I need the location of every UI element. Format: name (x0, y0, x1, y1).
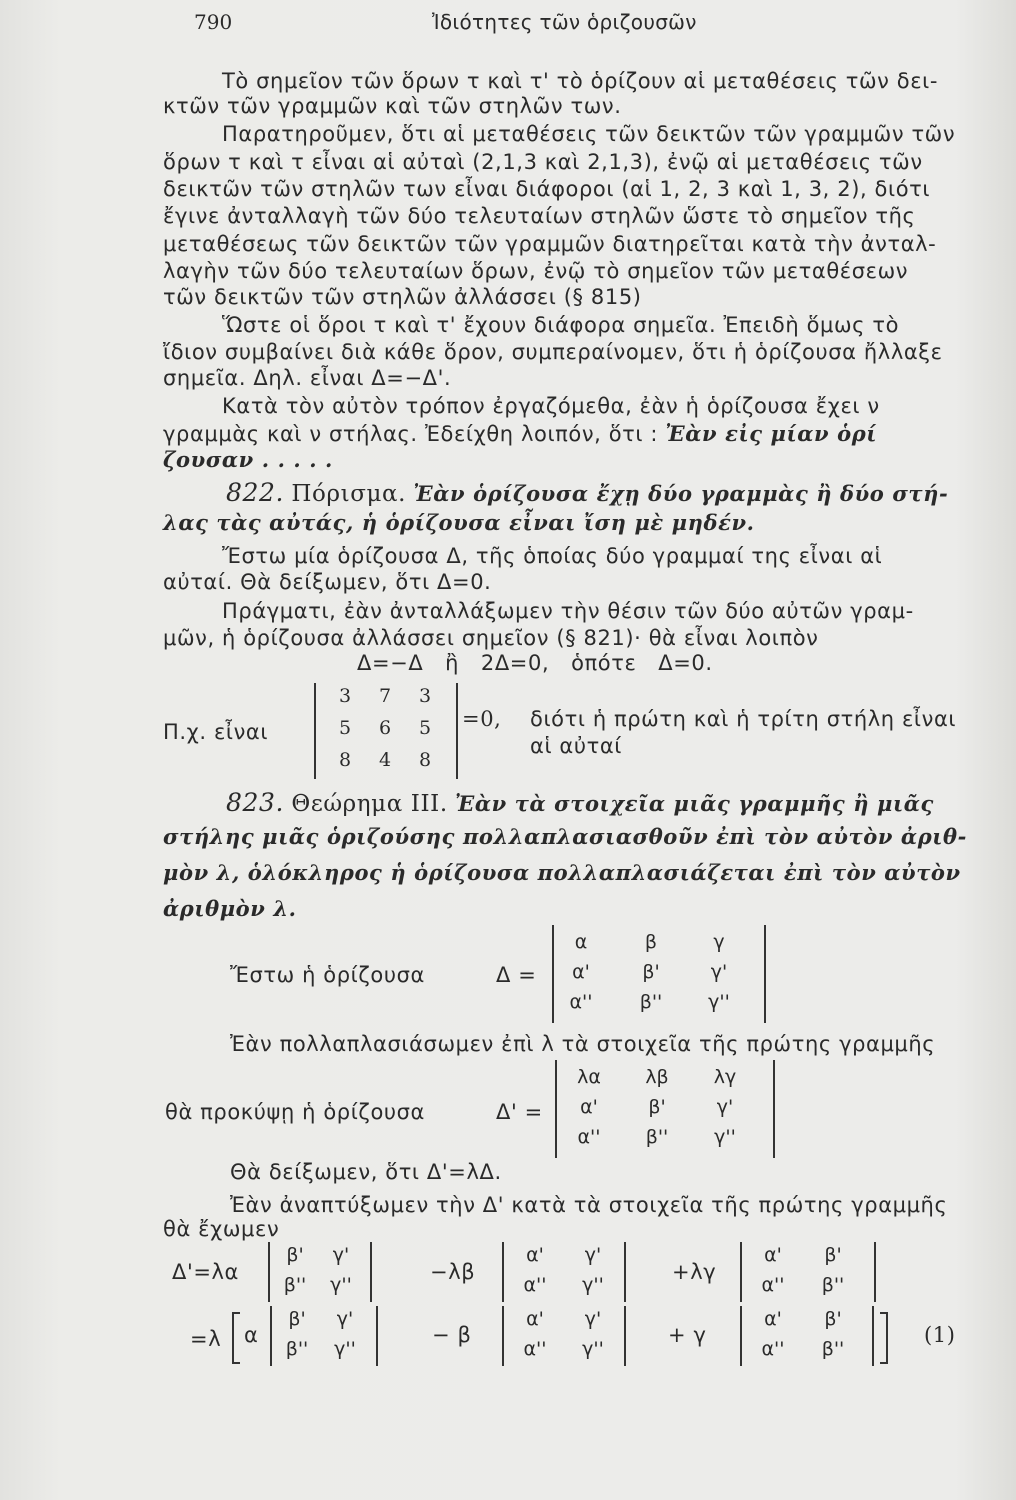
text-line: ὅρων τ καὶ τ εἶναι αἱ αὐταὶ (2,1,3 καὶ 2,1,3), ἐνῷ αἱ μεταθέσεις τῶν (163, 150, 923, 174)
matrix-cell: 5 (338, 717, 352, 739)
matrix-cell: α' (572, 961, 590, 983)
expansion-term: −λβ (430, 1260, 476, 1284)
text-line: Ἐὰν πολλαπλασιάσωμεν ἐπὶ λ τὰ στοιχεῖα τῆς πρώτης γραμμῆς (230, 1032, 936, 1056)
italic-statement: Ἐὰν εἰς μίαν ὁρί (665, 421, 878, 446)
determinant-delta-prime (555, 1060, 775, 1158)
matrix-cell: γ'' (582, 1274, 604, 1296)
text-line: αὐταί. Θὰ δείξωμεν, ὅτι Δ=0. (163, 570, 492, 594)
minor-determinant (270, 1306, 378, 1366)
text-line: Ἔστω μία ὁρίζουσα Δ, τῆς ὁποίας δύο γραμμαί της εἶναι αἱ (222, 544, 883, 568)
text-line: γραμμὰς καὶ ν στήλας. Ἐδείχθη λοιπόν, ὅτι : Ἐὰν εἰς μίαν ὁρί (163, 421, 878, 446)
matrix-cell: γ' (716, 1096, 734, 1118)
example-determinant (314, 683, 458, 779)
text-line: Παρατηροῦμεν, ὅτι αἱ μεταθέσεις τῶν δεικτῶν τῶν γραμμῶν τῶν (222, 122, 956, 146)
text-line: Τὸ σημεῖον τῶν ὅρων τ καὶ τ' τὸ ὁρίζουν αἱ μεταθέσεις τῶν δει- (222, 69, 939, 93)
matrix-cell: γ' (336, 1308, 354, 1330)
minor-determinant (740, 1242, 876, 1302)
page-number: 790 (194, 10, 233, 34)
matrix-cell: α'' (569, 991, 593, 1013)
text-line: μεταθέσεως τῶν δεικτῶν τῶν γραμμῶν διατηρεῖται κατὰ τὴν ἀνταλ- (163, 232, 937, 256)
expansion-term: α (244, 1323, 259, 1347)
matrix-cell: λγ (713, 1066, 737, 1088)
text-line: θὰ προκύψῃ ἡ ὁρίζουσα (165, 1100, 425, 1124)
text-line: Κατὰ τὸν αὐτὸν τρόπον ἐργαζόμεθα, ἐὰν ἡ ὁρίζουσα ἔχει ν (222, 394, 880, 418)
section-823-heading: 823. Θεώρημα III. Ἐὰν τὰ στοιχεῖα μιᾶς γραμμῆς ἢ μιᾶς (226, 788, 934, 817)
text-line: μῶν, ἡ ὁρίζουσα ἀλλάσσει σημεῖον (§ 821)· θὰ εἶναι λοιπὸν (163, 626, 819, 650)
matrix-cell: α (574, 931, 588, 953)
matrix-cell: 5 (418, 717, 432, 739)
matrix-cell: β'' (645, 1126, 669, 1148)
matrix-cell: α'' (761, 1338, 785, 1360)
matrix-cell: γ (713, 931, 725, 953)
matrix-cell: β' (824, 1308, 842, 1330)
matrix-cell: γ' (332, 1244, 350, 1266)
matrix-cell: γ'' (334, 1338, 356, 1360)
matrix-cell: 6 (378, 717, 392, 739)
text-line: Ἐὰν ἀναπτύξωμεν τὴν Δ' κατὰ τὰ στοιχεῖα τῆς πρώτης γραμμῆς (230, 1193, 948, 1217)
matrix-cell: β'' (821, 1274, 845, 1296)
matrix-cell: β' (642, 961, 660, 983)
text-line: τῶν δεικτῶν τῶν στηλῶν ἀλλάσσει (§ 815) (163, 285, 642, 309)
matrix-cell: λβ (645, 1066, 669, 1088)
matrix-cell: 4 (378, 749, 392, 771)
matrix-cell: γ' (584, 1308, 602, 1330)
matrix-cell: γ'' (330, 1274, 352, 1296)
text-line: διότι ἡ πρώτη καὶ ἡ τρίτη στήλη εἶναι (530, 707, 957, 731)
matrix-cell: β' (648, 1096, 666, 1118)
section-823-statement: ἀριθμὸν λ. (163, 896, 297, 921)
text-line: αἱ αὐταί (530, 734, 623, 758)
text-line: θὰ ἔχωμεν (163, 1217, 280, 1241)
text-line: ἔγινε ἀνταλλαγὴ τῶν δύο τελευταίων στηλῶν ὥστε τὸ σημεῖον τῆς (163, 204, 916, 228)
expansion-term: +λγ (672, 1260, 717, 1284)
matrix-cell: β' (286, 1244, 304, 1266)
text-line: κτῶν τῶν γραμμῶν καὶ τῶν στηλῶν των. (163, 94, 622, 118)
matrix-cell: γ'' (582, 1338, 604, 1360)
matrix-cell: α' (526, 1308, 544, 1330)
minor-determinant (268, 1242, 372, 1302)
example-label: Π.χ. εἶναι (163, 720, 269, 744)
text-line: ἴδιον συμβαίνει διὰ κάθε ὅρον, συμπεραίνομεν, ὅτι ἡ ὁρίζουσα ἤλλαξε (163, 340, 943, 364)
section-822-heading: 822. Πόρισμα. Ἐὰν ὁρίζουσα ἔχῃ δύο γραμμὰς ἢ δύο στή- (226, 478, 949, 507)
matrix-cell: β'' (639, 991, 663, 1013)
matrix-cell: α'' (577, 1126, 601, 1148)
matrix-cell: α' (580, 1096, 598, 1118)
matrix-cell: α' (526, 1244, 544, 1266)
matrix-cell: β' (824, 1244, 842, 1266)
italic-statement: ζουσαν . . . . . (163, 447, 333, 472)
text-line: Πράγματι, ἐὰν ἀνταλλάξωμεν τὴν θέσιν τῶν δύο αὐτῶν γραμ- (222, 599, 914, 623)
section-823-statement: μὸν λ, ὁλόκληρος ἡ ὁρίζουσα πολλαπλασιάζεται ἐπὶ τὸν αὐτὸν (163, 860, 961, 885)
equation: =0, (462, 707, 502, 731)
equation: Δ' = (496, 1100, 543, 1124)
matrix-cell: α'' (761, 1274, 785, 1296)
running-title: Ἰδιότητες τῶν ὁριζουσῶν (432, 10, 697, 34)
matrix-cell: α' (764, 1308, 782, 1330)
text-line: Ὥστε οἱ ὅροι τ καὶ τ' ἔχουν διάφορα σημεῖα. Ἐπειδὴ ὅμως τὸ (222, 313, 900, 337)
matrix-cell: 7 (378, 685, 392, 707)
matrix-cell: 8 (418, 749, 432, 771)
matrix-cell: β (644, 931, 658, 953)
matrix-cell: α'' (523, 1338, 547, 1360)
equation: Δ=−Δ ἢ 2Δ=0, ὁπότε Δ=0. (357, 651, 713, 675)
matrix-cell: γ' (710, 961, 728, 983)
matrix-cell: α' (764, 1244, 782, 1266)
close-bracket (880, 1312, 888, 1364)
matrix-cell: β'' (821, 1338, 845, 1360)
determinant-delta (552, 925, 766, 1023)
section-822-statement: λας τὰς αὐτάς, ἡ ὁρίζουσα εἶναι ἴση μὲ μηδέν. (163, 510, 755, 535)
matrix-cell: β'' (285, 1338, 309, 1360)
matrix-cell: 8 (338, 749, 352, 771)
expansion-term: Δ'=λα (172, 1260, 240, 1284)
expansion-term: − β (432, 1323, 472, 1347)
text-line: λαγὴν τῶν δύο τελευταίων ὅρων, ἐνῷ τὸ σημεῖον τῶν μεταθέσεων (163, 259, 909, 283)
matrix-cell: β'' (283, 1274, 307, 1296)
expansion-term: =λ (190, 1327, 222, 1351)
expansion-term: + γ (668, 1323, 707, 1347)
minor-determinant (502, 1306, 626, 1366)
equation: Δ = (496, 963, 537, 987)
matrix-cell: 3 (418, 685, 432, 707)
matrix-cell: λα (577, 1066, 601, 1088)
matrix-cell: 3 (338, 685, 352, 707)
equation-label: (1) (924, 1323, 956, 1347)
section-823-statement: στήλης μιᾶς ὁριζούσης πολλαπλασιασθοῦν ἐπὶ τὸν αὐτὸν ἀριθ- (163, 824, 967, 849)
matrix-cell: γ' (584, 1244, 602, 1266)
text-line: Ἔστω ἡ ὁρίζουσα (230, 963, 425, 987)
text-line: σημεῖα. Δηλ. εἶναι Δ=−Δ'. (163, 366, 452, 390)
minor-determinant (740, 1306, 874, 1366)
text-line: δεικτῶν τῶν στηλῶν των εἶναι διάφοροι (αἱ 1, 2, 3 καὶ 1, 3, 2), διότι (163, 177, 931, 201)
text-line: Θὰ δείξωμεν, ὅτι Δ'=λΔ. (230, 1160, 502, 1184)
open-bracket (232, 1312, 240, 1364)
matrix-cell: γ'' (708, 991, 730, 1013)
minor-determinant (502, 1242, 626, 1302)
matrix-cell: γ'' (714, 1126, 736, 1148)
matrix-cell: β' (288, 1308, 306, 1330)
matrix-cell: α'' (523, 1274, 547, 1296)
